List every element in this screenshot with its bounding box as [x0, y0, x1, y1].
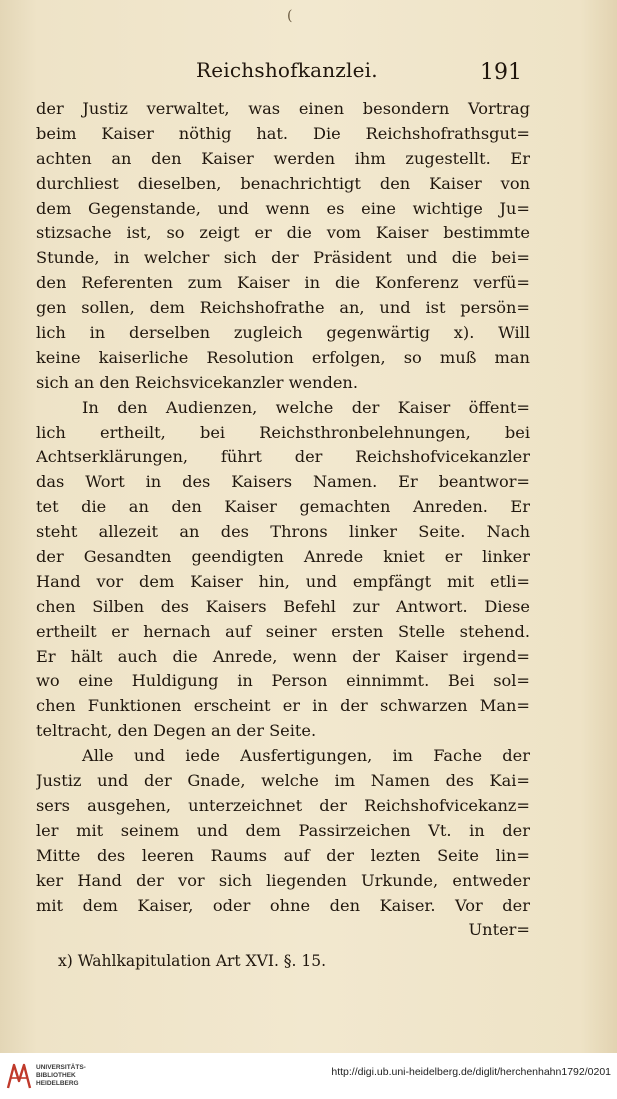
text-line: ker Hand der vor sich liegenden Urkunde, entweder [36, 870, 530, 890]
source-url-link[interactable]: http://digi.ub.uni-heidelberg.de/diglit/herchenhahn1792/0201 [331, 1066, 611, 1078]
running-head: Reichshofkanzlei. [196, 58, 378, 82]
text-line: Achtserklärungen, führt der Reichshofvicekanzler [36, 447, 530, 467]
paragraph-start-line: In den Audienzen, welche der Kaiser öffent= [82, 397, 530, 417]
text-line: sers ausgehen, unterzeichnet der Reichshofvicekanz= [36, 795, 530, 815]
library-name-line: BIBLIOTHEK [36, 1072, 76, 1079]
text-line: achten an den Kaiser werden ihm zugestellt. Er [36, 148, 530, 168]
library-name [36, 1064, 86, 1088]
text-line: gen sollen, dem Reichshofrathe an, und ist persön= [36, 298, 530, 318]
text-line: wo eine Huldigung in Person einnimmt. Bei sol= [36, 671, 530, 691]
page-mark: ( [287, 8, 293, 24]
text-line: steht allezeit an des Throns linker Seite. Nach [36, 522, 530, 542]
text-line: ertheilt er hernach auf seiner ersten Stelle stehend. [36, 621, 530, 641]
text-line: ler mit seinem und dem Passirzeichen Vt. in der [36, 820, 530, 840]
text-line: durchliest dieselben, benachrichtigt den Kaiser von [36, 173, 530, 193]
footer-bar [0, 1053, 617, 1099]
text-line: das Wort in des Kaisers Namen. Er beantwor= [36, 472, 530, 492]
text-line: sich an den Reichsvicekanzler wenden. [36, 372, 358, 392]
page-number: 191 [480, 60, 522, 85]
text-line: stizsache ist, so zeigt er die vom Kaiser bestimmte [36, 223, 530, 243]
text-line: keine kaiserliche Resolution erfolgen, so muß man [36, 347, 530, 367]
text-line: teltracht, den Degen an der Seite. [36, 721, 317, 741]
text-line: dem Gegenstande, und wenn es eine wichtige Ju= [36, 198, 530, 218]
text-line: der Gesandten geendigten Anrede kniet er linker [36, 547, 530, 567]
text-line: beim Kaiser nöthig hat. Die Reichshofrathsgut= [36, 123, 530, 143]
text-line: den Referenten zum Kaiser in die Konferenz verfü= [36, 273, 530, 293]
text-line: tet die an den Kaiser gemachten Anreden. Er [36, 497, 530, 517]
library-name-line: HEIDELBERG [36, 1080, 79, 1087]
text-line: chen Funktionen erscheint er in der schwarzen Man= [36, 696, 530, 716]
text-line: chen Silben des Kaisers Befehl zur Antwort. Diese [36, 596, 530, 616]
text-line: Stunde, in welcher sich der Präsident und die bei= [36, 248, 530, 268]
text-line: Mitte des leeren Raums auf der lezten Seite lin= [36, 845, 530, 865]
text-line: Justiz und der Gnade, welche im Namen des Kai= [36, 771, 530, 791]
paragraph-start-line: Alle und iede Ausfertigungen, im Fache der [82, 746, 530, 766]
body-text [36, 97, 530, 943]
text-line: der Justiz verwaltet, was einen besondern Vortrag [36, 99, 530, 118]
catchword: Unter= [468, 920, 530, 940]
text-line: mit dem Kaiser, oder ohne den Kaiser. Vor der [36, 895, 530, 915]
university-library-logo-icon[interactable] [5, 1061, 33, 1091]
footnote: x) Wahlkapitulation Art XVI. §. 15. [58, 952, 327, 970]
text-line: lich in derselben zugleich gegenwärtig x). Will [36, 323, 530, 343]
text-line: Hand vor dem Kaiser hin, und empfängt mit etli= [36, 571, 530, 591]
text-line: Er hält auch die Anrede, wenn der Kaiser irgend= [36, 646, 530, 666]
text-line: lich ertheilt, bei Reichsthronbelehnungen, bei [36, 422, 530, 442]
library-name-line: UNIVERSITÄTS- [36, 1064, 86, 1071]
